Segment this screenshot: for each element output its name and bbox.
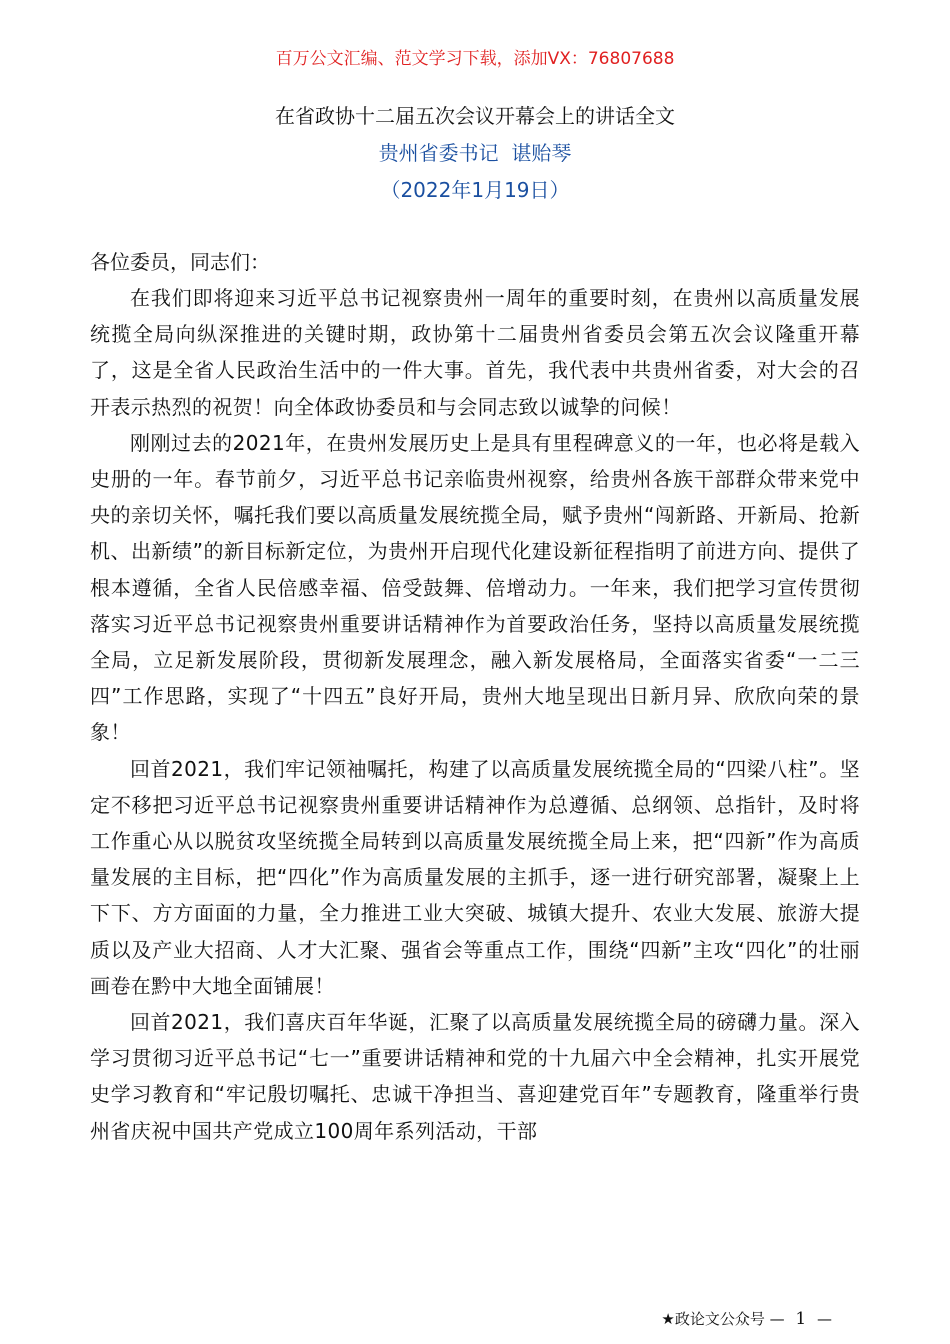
footer-source: ★政论文公众号: [661, 1310, 765, 1328]
document-title: 在省政协十二届五次会议开幕会上的讲话全文: [275, 104, 675, 128]
paragraph: 回首2021，我们牢记领袖嘱托，构建了以高质量发展统揽全局的“四梁八柱”。坚定不移把习近平总书记视察贵州重要讲话精神作为总遵循、总纲领、总指针，及时将工作重心从以脱贫攻坚统揽全局转到以高质量发展统揽全局上来，把“四新”作为高质量发展的主目标，把“四化”作为高质量发展的主抓手，逐一进行研究部署，凝聚上上下下、方方面面的力量，全力推进工业大突破、城镇大提升、农业大发展、旅游大提质以及产业大招商、人才大汇聚、强省会等重点工作，围绕“四新”主攻“四化”的壮丽画卷在黔中大地全面铺展！: [90, 756, 860, 998]
paragraph: 刚刚过去的2021年，在贵州发展历史上是具有里程碑意义的一年，也必将是载入史册的一年。春节前夕，习近平总书记亲临贵州视察，给贵州各族干部群众带来党中央的亲切关怀，嘱托我们要以高质量发展统揽全局，赋予贵州“闯新路、开新局、抢新机、出新绩”的新目标新定位，为贵州开启现代化建设新征程指明了前进方向、提供了根本遵循，全省人民倍感幸福、倍受鼓舞、倍增动力。一年来，我们把学习宣传贯彻落实习近平总书记视察贵州重要讲话精神作为首要政治任务，坚持以高质量发展统揽全局，立足新发展阶段，贯彻新发展理念，融入新发展格局，全面落实省委“一二三四”工作思路，实现了“十四五”良好开局，贵州大地呈现出日新月异、欣欣向荣的景象！: [90, 430, 860, 745]
document-date: （2022年1月19日）: [380, 178, 570, 202]
title-block: [0, 98, 950, 209]
page-footer: [661, 1308, 832, 1330]
paragraph: 在我们即将迎来习近平总书记视察贵州一周年的重要时刻，在贵州以高质量发展统揽全局向纵深推进的关键时期，政协第十二届贵州省委员会第五次会议隆重开幕了，这是全省人民政治生活中的一件大事。首先，我代表中共贵州省委，对大会的召开表示热烈的祝贺！向全体政协委员和与会同志致以诚挚的问候！: [90, 286, 860, 419]
document-author: 贵州省委书记 谌贻琴: [378, 141, 572, 165]
header-banner: 百万公文汇编、范文学习下载，添加VX：76807688: [275, 49, 675, 69]
salutation: 各位委员，同志们：: [90, 250, 270, 274]
page-number: 1: [795, 1309, 807, 1329]
body-text: [90, 280, 860, 1149]
footer-dash-left: —: [769, 1310, 785, 1328]
footer-dash-right: —: [817, 1310, 832, 1328]
paragraph: 回首2021，我们喜庆百年华诞，汇聚了以高质量发展统揽全局的磅礴力量。深入学习贯彻习近平总书记“七一”重要讲话精神和党的十九届六中全会精神，扎实开展党史学习教育和“牢记殷切嘱托、忠诚干净担当、喜迎建党百年”专题教育，隆重举行贵州省庆祝中国共产党成立100周年系列活动，干部: [90, 1010, 861, 1143]
